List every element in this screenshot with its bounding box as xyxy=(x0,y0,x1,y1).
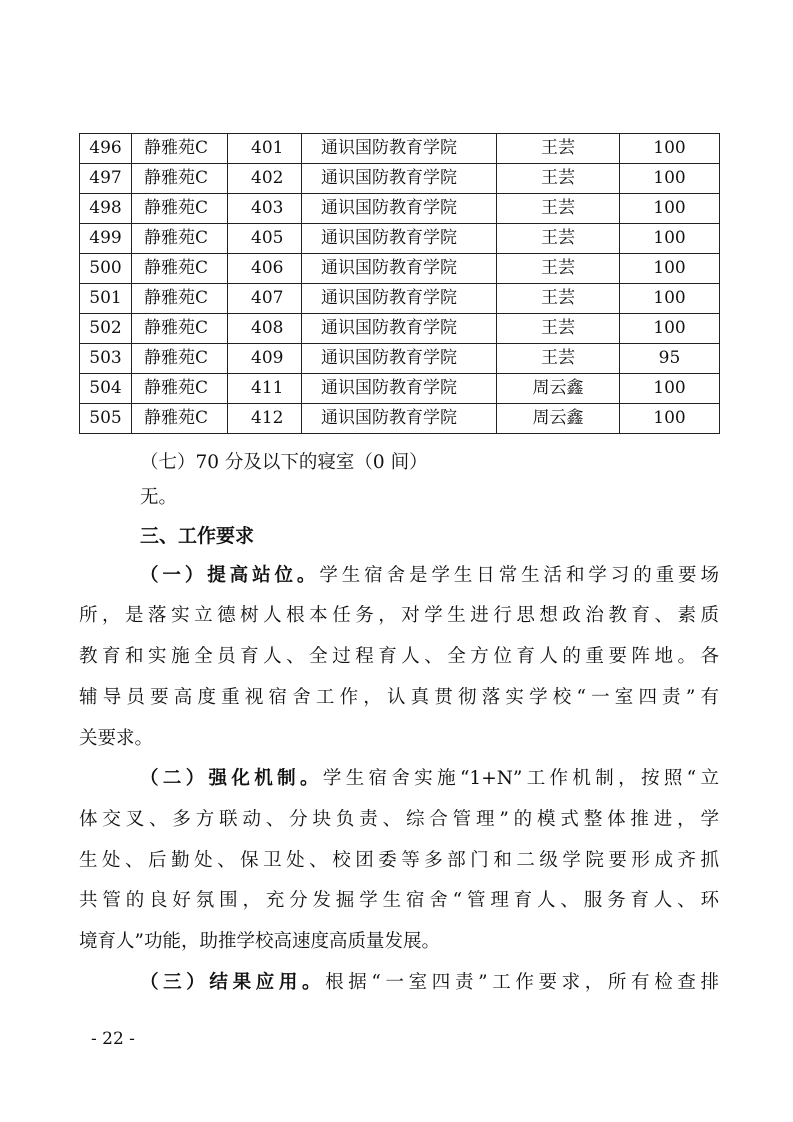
building-cell: 静雅苑C xyxy=(132,194,228,224)
room-cell: 406 xyxy=(228,254,302,284)
building-cell: 静雅苑C xyxy=(132,374,228,404)
room-cell: 409 xyxy=(228,344,302,374)
row-number-cell: 505 xyxy=(80,404,132,434)
room-cell: 403 xyxy=(228,194,302,224)
section-three-heading: 三、工作要求 xyxy=(140,525,255,547)
building-cell: 静雅苑C xyxy=(132,314,228,344)
score-cell: 100 xyxy=(620,134,720,164)
para-two-line-1 xyxy=(140,767,719,791)
para-two-line-3: 生处、后勤处、保卫处、校团委等多部门和二级学院要形成齐抓 xyxy=(79,850,719,871)
para-two-line-4: 共管的良好氛围，充分发掘学生宿舍“管理育人、服务育人、环 xyxy=(79,890,719,911)
room-cell: 412 xyxy=(228,404,302,434)
score-cell: 100 xyxy=(620,404,720,434)
tutor-cell: 王芸 xyxy=(497,254,620,284)
tutor-cell: 王芸 xyxy=(497,164,620,194)
para-one-lead: （一）提高站位。 xyxy=(140,565,320,586)
tutor-cell: 周云鑫 xyxy=(497,374,620,404)
tutor-cell: 王芸 xyxy=(497,314,620,344)
row-number-cell: 498 xyxy=(80,194,132,224)
college-cell: 通识国防教育学院 xyxy=(302,254,497,284)
para-three-lead: （三）结果应用。 xyxy=(140,972,326,993)
tutor-cell: 王芸 xyxy=(497,344,620,374)
para-two-lead: （二）强化机制。 xyxy=(140,768,323,789)
table-row xyxy=(80,404,720,434)
college-cell: 通识国防教育学院 xyxy=(302,134,497,164)
row-number-cell: 504 xyxy=(80,374,132,404)
table-row xyxy=(80,284,720,314)
para-one-line-2: 所，是落实立德树人根本任务，对学生进行思想政治教育、素质 xyxy=(79,605,719,626)
subsection-seven-heading: （七）70 分及以下的寝室（0 间） xyxy=(140,452,428,473)
score-cell: 95 xyxy=(620,344,720,374)
room-cell: 402 xyxy=(228,164,302,194)
building-cell: 静雅苑C xyxy=(132,344,228,374)
dormitory-score-table xyxy=(79,133,720,434)
row-number-cell: 499 xyxy=(80,224,132,254)
table-row xyxy=(80,314,720,344)
table-row xyxy=(80,374,720,404)
tutor-cell: 王芸 xyxy=(497,224,620,254)
score-cell: 100 xyxy=(620,194,720,224)
page-number: - 22 - xyxy=(91,1029,135,1049)
building-cell: 静雅苑C xyxy=(132,284,228,314)
row-number-cell: 496 xyxy=(80,134,132,164)
college-cell: 通识国防教育学院 xyxy=(302,284,497,314)
room-cell: 401 xyxy=(228,134,302,164)
table-row xyxy=(80,254,720,284)
para-one-line-1-text: 学生宿舍是学生日常生活和学习的重要场 xyxy=(319,565,719,586)
row-number-cell: 497 xyxy=(80,164,132,194)
room-cell: 405 xyxy=(228,224,302,254)
row-number-cell: 503 xyxy=(80,344,132,374)
para-two-line-2: 体交叉、多方联动、分块负责、综合管理”的模式整体推进，学 xyxy=(79,809,719,830)
score-cell: 100 xyxy=(620,284,720,314)
college-cell: 通识国防教育学院 xyxy=(302,344,497,374)
building-cell: 静雅苑C xyxy=(132,404,228,434)
building-cell: 静雅苑C xyxy=(132,164,228,194)
para-two-line-1-text: 学生宿舍实施“1+N”工作机制，按照“立 xyxy=(322,768,719,789)
college-cell: 通识国防教育学院 xyxy=(302,164,497,194)
para-one-line-5: 关要求。 xyxy=(79,728,154,749)
row-number-cell: 502 xyxy=(80,314,132,344)
para-two-line-5: 境育人”功能，助推学校高速度高质量发展。 xyxy=(79,931,440,952)
table-row xyxy=(80,134,720,164)
row-number-cell: 500 xyxy=(80,254,132,284)
score-cell: 100 xyxy=(620,374,720,404)
table-row xyxy=(80,164,720,194)
room-cell: 411 xyxy=(228,374,302,404)
building-cell: 静雅苑C xyxy=(132,224,228,254)
score-cell: 100 xyxy=(620,314,720,344)
college-cell: 通识国防教育学院 xyxy=(302,404,497,434)
score-cell: 100 xyxy=(620,254,720,284)
table-body xyxy=(80,134,720,434)
tutor-cell: 王芸 xyxy=(497,194,620,224)
tutor-cell: 王芸 xyxy=(497,284,620,314)
score-cell: 100 xyxy=(620,164,720,194)
subsection-seven-body: 无。 xyxy=(140,487,178,508)
score-cell: 100 xyxy=(620,224,720,254)
college-cell: 通识国防教育学院 xyxy=(302,314,497,344)
para-one-line-4: 辅导员要高度重视宿舍工作，认真贯彻落实学校“一室四责”有 xyxy=(79,687,719,708)
building-cell: 静雅苑C xyxy=(132,254,228,284)
tutor-cell: 王芸 xyxy=(497,134,620,164)
table-row xyxy=(80,194,720,224)
tutor-cell: 周云鑫 xyxy=(497,404,620,434)
para-one-line-3: 教育和实施全员育人、全过程育人、全方位育人的重要阵地。各 xyxy=(79,646,719,667)
college-cell: 通识国防教育学院 xyxy=(302,374,497,404)
college-cell: 通识国防教育学院 xyxy=(302,194,497,224)
row-number-cell: 501 xyxy=(80,284,132,314)
room-cell: 408 xyxy=(228,314,302,344)
college-cell: 通识国防教育学院 xyxy=(302,224,497,254)
para-three-line-1 xyxy=(140,971,719,995)
building-cell: 静雅苑C xyxy=(132,134,228,164)
table-row xyxy=(80,224,720,254)
table-row xyxy=(80,344,720,374)
room-cell: 407 xyxy=(228,284,302,314)
para-one-line-1 xyxy=(140,564,719,588)
para-three-line-1-text: 根据“一室四责”工作要求，所有检查排 xyxy=(325,972,719,993)
